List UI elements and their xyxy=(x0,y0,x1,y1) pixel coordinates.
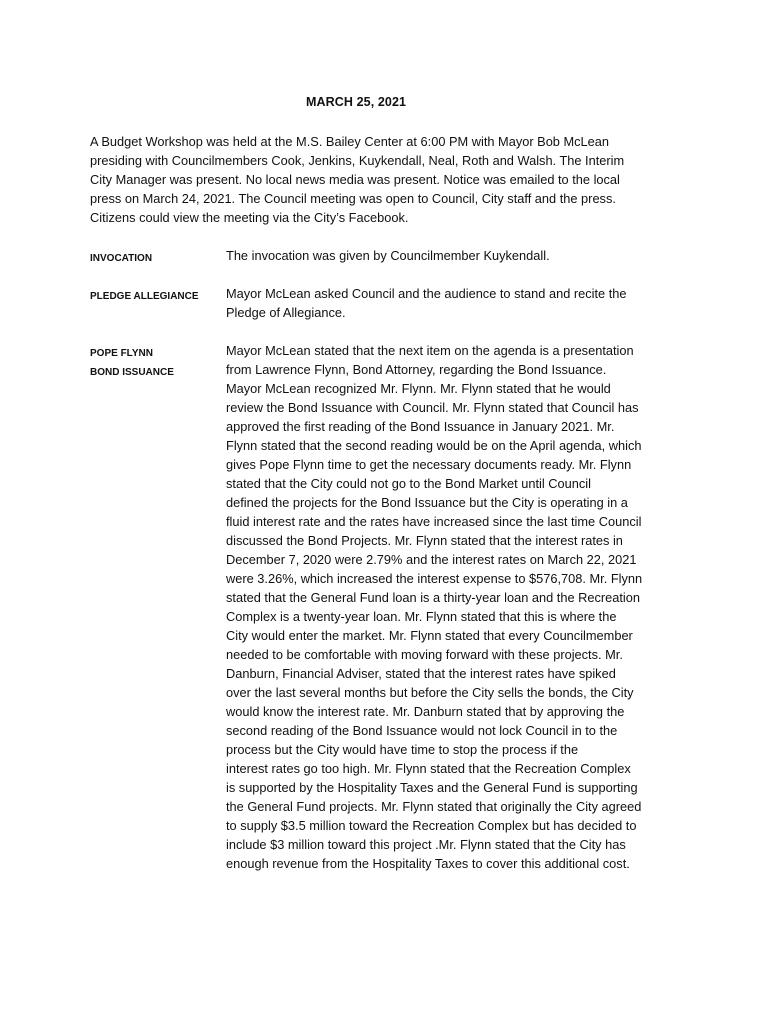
section-text-line: Mayor McLean stated that the next item on the agenda is a presentation xyxy=(226,343,634,358)
section-text-line: is supported by the Hospitality Taxes and the General Fund is supporting xyxy=(226,780,638,795)
section-text-line: review the Bond Issuance with Council. Mr. Flynn stated that Council has xyxy=(226,400,639,415)
section-text-line: to supply $3.5 million toward the Recreation Complex but has decided to xyxy=(226,818,637,833)
meeting-date-heading: MARCH 25, 2021 xyxy=(306,95,407,109)
section-text-line: approved the first reading of the Bond Issuance in January 2021. Mr. xyxy=(226,419,615,434)
section-label-line: BOND ISSUANCE xyxy=(90,367,174,378)
section-text-line: include $3 million toward this project .Mr. Flynn stated that the City has xyxy=(226,837,626,852)
section-text-line: Mayor McLean recognized Mr. Flynn. Mr. Flynn stated that he would xyxy=(226,381,611,396)
section-text-line: Danburn, Financial Adviser, stated that the interest rates have spiked xyxy=(226,666,616,681)
section-text-line: gives Pope Flynn time to get the necessary documents ready. Mr. Flynn xyxy=(226,457,632,472)
section-text-line: Pledge of Allegiance. xyxy=(226,305,346,320)
section-label-invocation xyxy=(90,249,220,268)
section-text-pledge xyxy=(226,284,691,322)
section-text-line: second reading of the Bond Issuance would not lock Council in to the xyxy=(226,723,618,738)
section-text-line: over the last several months but before the City sells the bonds, the City xyxy=(226,685,634,700)
section-text-line: enough revenue from the Hospitality Taxes to cover this additional cost. xyxy=(226,856,630,871)
intro-line: A Budget Workshop was held at the M.S. Bailey Center at 6:00 PM with Mayor Bob McLean xyxy=(90,134,610,149)
intro-paragraph xyxy=(90,132,680,227)
section-text-line: defined the projects for the Bond Issuance but the City is operating in a xyxy=(226,495,628,510)
section-text-line: would know the interest rate. Mr. Danburn stated that by approving the xyxy=(226,704,625,719)
section-label-line: POPE FLYNN xyxy=(90,348,153,359)
section-text-line: The invocation was given by Councilmember Kuykendall. xyxy=(226,248,550,263)
intro-line: City Manager was present. No local news media was present. Notice was emailed to the local xyxy=(90,172,620,187)
section-text-line: process but the City would have time to stop the process if the xyxy=(226,742,579,757)
section-text-line: fluid interest rate and the rates have increased since the last time Council xyxy=(226,514,642,529)
section-text-line: stated that the City could not go to the Bond Market until Council xyxy=(226,476,591,491)
section-text-line: were 3.26%, which increased the interest expense to $576,708. Mr. Flynn xyxy=(226,571,643,586)
section-text-line: from Lawrence Flynn, Bond Attorney, regarding the Bond Issuance. xyxy=(226,362,607,377)
section-text-line: discussed the Bond Projects. Mr. Flynn stated that the interest rates in xyxy=(226,533,623,548)
section-text-invocation xyxy=(226,246,691,265)
section-text-line: the General Fund projects. Mr. Flynn stated that originally the City agreed xyxy=(226,799,642,814)
section-text-line: Complex is a twenty-year loan. Mr. Flynn stated that this is where the xyxy=(226,609,617,624)
section-text-line: needed to be comfortable with moving forward with these projects. Mr. xyxy=(226,647,623,662)
section-text-line: Mayor McLean asked Council and the audience to stand and recite the xyxy=(226,286,627,301)
section-label-bond xyxy=(90,344,220,382)
intro-line: press on March 24, 2021. The Council meeting was open to Council, City staff and the press. xyxy=(90,191,616,206)
section-text-line: December 7, 2020 were 2.79% and the interest rates on March 22, 2021 xyxy=(226,552,637,567)
intro-line: presiding with Councilmembers Cook, Jenkins, Kuykendall, Neal, Roth and Walsh. The Interim xyxy=(90,153,625,168)
section-text-line: City would enter the market. Mr. Flynn stated that every Councilmember xyxy=(226,628,633,643)
section-label-line: PLEDGE ALLEGIANCE xyxy=(90,291,199,302)
intro-line: Citizens could view the meeting via the City’s Facebook. xyxy=(90,210,409,225)
section-text-bond xyxy=(226,341,691,873)
section-text-line: interest rates go too high. Mr. Flynn stated that the Recreation Complex xyxy=(226,761,631,776)
section-text-line: stated that the General Fund loan is a thirty-year loan and the Recreation xyxy=(226,590,641,605)
section-label-pledge xyxy=(90,287,220,306)
section-label-line: INVOCATION xyxy=(90,253,153,264)
section-text-line: Flynn stated that the second reading would be on the April agenda, which xyxy=(226,438,642,453)
